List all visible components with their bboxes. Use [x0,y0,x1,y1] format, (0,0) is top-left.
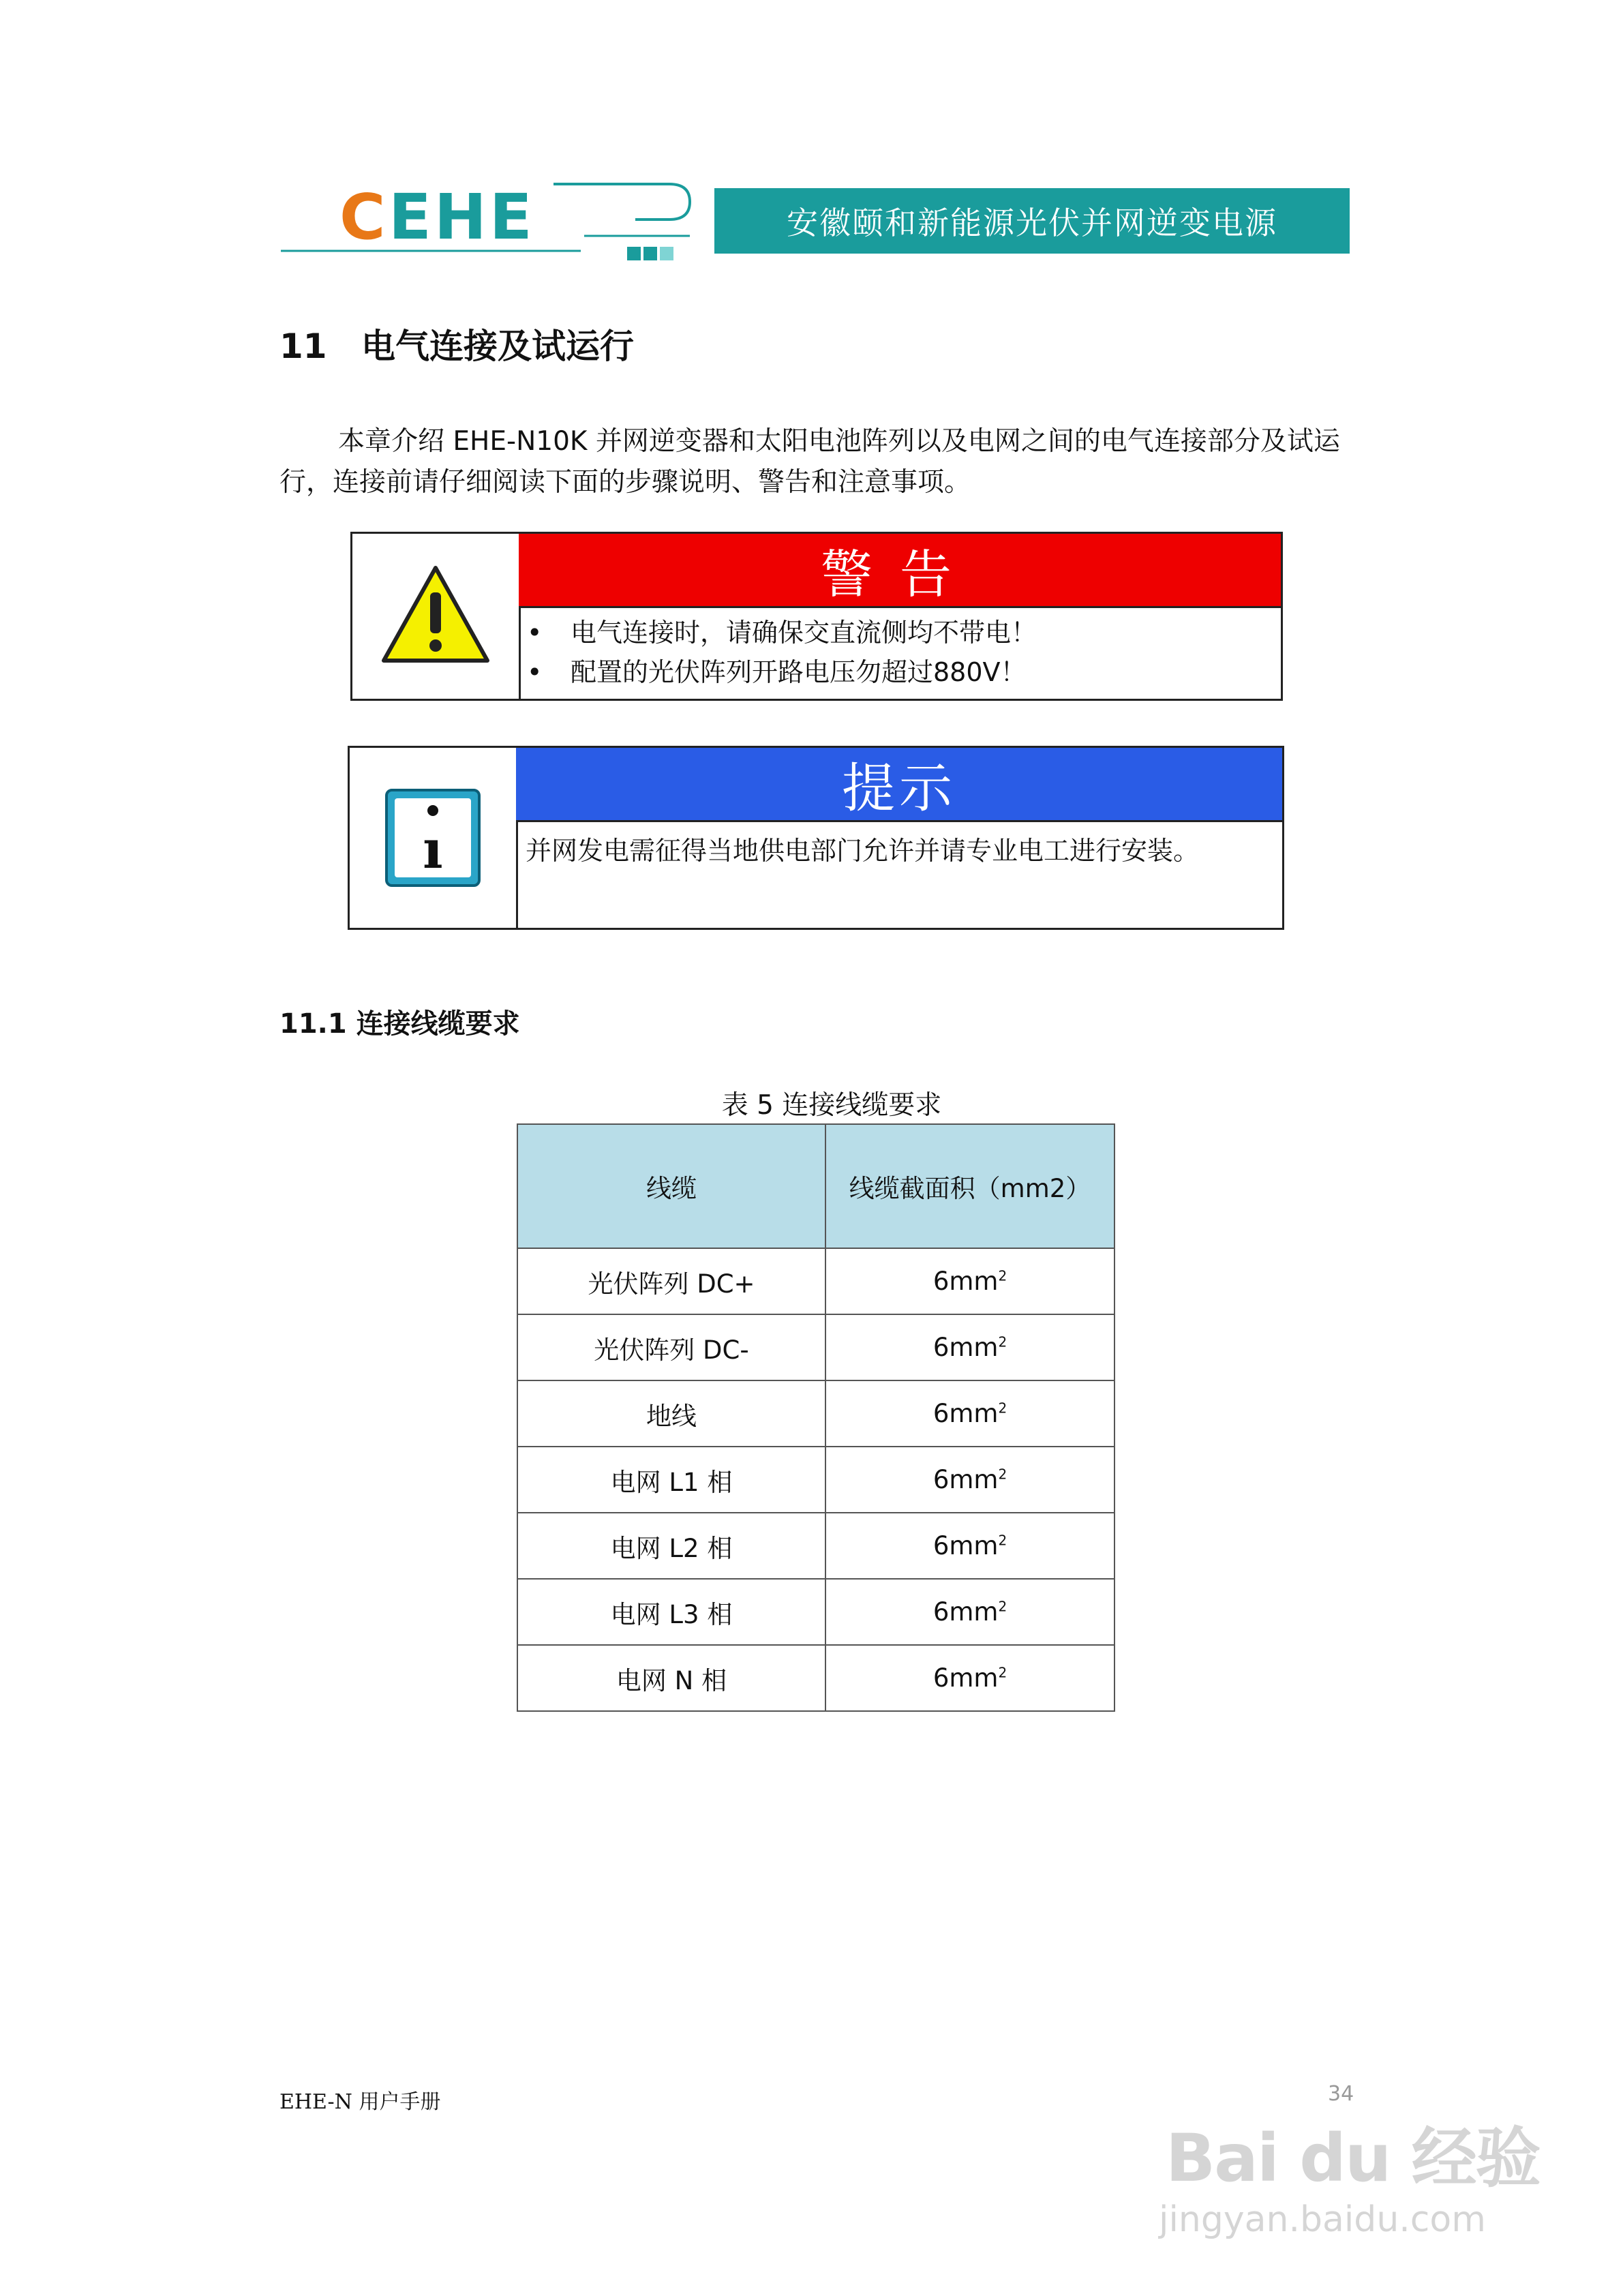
warning-triangle-icon [352,534,519,699]
watermark-brand: Bai du 经验 [1166,2120,1540,2196]
cross-section-cell [825,1380,1114,1447]
chapter-number: 11 [279,327,327,366]
cable-name-cell: 光伏阵列 DC+ [517,1248,825,1314]
cross-section-cell [825,1513,1114,1579]
cable-name-cell: 光伏阵列 DC- [517,1314,825,1380]
cross-section-value: 6mm [932,1333,999,1362]
cross-section-cell [825,1579,1114,1645]
tip-box [348,746,1284,930]
cross-section-value: 6mm [932,1465,999,1494]
warning-heading: 警告 [519,534,1281,608]
unit-exponent: 2 [998,1267,1007,1284]
tip-icon-cell [350,748,518,928]
warning-list [519,606,1281,699]
unit-exponent: 2 [998,1466,1007,1483]
warning-item-text: 配置的光伏阵列开路电压勿超过880V！ [571,657,1027,687]
table-row [517,1447,1114,1513]
warning-icon-cell [352,534,521,699]
section-title-text: 连接线缆要求 [356,1008,520,1040]
cross-section-value: 6mm [932,1399,999,1428]
intro-paragraph [279,421,1356,503]
header-cable: 线缆 [517,1124,825,1248]
bullet: • [527,618,543,648]
unit-exponent: 2 [998,1333,1007,1350]
warning-item [527,652,1281,692]
unit-exponent: 2 [998,1664,1007,1681]
cable-name-cell: 电网 L2 相 [517,1513,825,1579]
cable-name-cell: 电网 N 相 [517,1645,825,1711]
cable-name-cell: 电网 L1 相 [517,1447,825,1513]
tip-text: 并网发电需征得当地供电部门允许并请专业电工进行安装。 [526,836,1200,866]
table-header-row [517,1124,1114,1248]
cross-section-value: 6mm [932,1267,999,1296]
warning-box [350,532,1283,701]
cross-section-cell [825,1248,1114,1314]
svg-text:C: C [339,183,389,254]
company-logo [281,183,703,265]
cross-section-cell [825,1447,1114,1513]
unit-exponent: 2 [998,1598,1007,1615]
cable-name-cell: 地线 [517,1380,825,1447]
chapter-title [279,319,634,368]
watermark-url: jingyan.baidu.com [1159,2199,1486,2240]
section-number: 11.1 [279,1008,347,1040]
unit-exponent: 2 [998,1532,1007,1549]
page-number: 34 [1328,2082,1354,2106]
table-row [517,1248,1114,1314]
intro-text: 本章介绍 EHE-N10K 并网逆变器和太阳电池阵列以及电网之间的电气连接部分及试运行，连接前请仔细阅读下面的步骤说明、警告和注意事项。 [279,426,1340,498]
header-banner: 安徽颐和新能源光伏并网逆变电源 [714,188,1350,254]
unit-exponent: 2 [998,1400,1007,1417]
table-row [517,1645,1114,1711]
table-row [517,1380,1114,1447]
tip-heading: 提示 [516,748,1282,822]
svg-text:ı: ı [423,819,443,881]
info-icon [350,748,516,928]
chapter-title-text: 电气连接及试运行 [361,327,634,366]
cross-section-value: 6mm [932,1663,999,1693]
bullet: • [527,657,543,687]
table-caption: 表 5 连接线缆要求 [721,1090,942,1121]
table-row [517,1314,1114,1380]
cross-section-value: 6mm [932,1597,999,1627]
cable-name-cell: 电网 L3 相 [517,1579,825,1645]
cross-section-value: 6mm [932,1531,999,1560]
cable-table [517,1123,1115,1712]
warning-item [527,613,1281,652]
cross-section-cell [825,1314,1114,1380]
baidu-watermark [1152,2059,1541,2263]
header-cross-section: 线缆截面积（mm2） [825,1124,1114,1248]
warning-item-text: 电气连接时，请确保交直流侧均不带电！ [571,618,1037,648]
table-row [517,1579,1114,1645]
svg-text:EHE: EHE [389,183,535,254]
footer-manual-name: EHE-N 用户手册 [279,2090,441,2114]
cross-section-cell [825,1645,1114,1711]
section-title [279,1002,520,1041]
table-row [517,1513,1114,1579]
